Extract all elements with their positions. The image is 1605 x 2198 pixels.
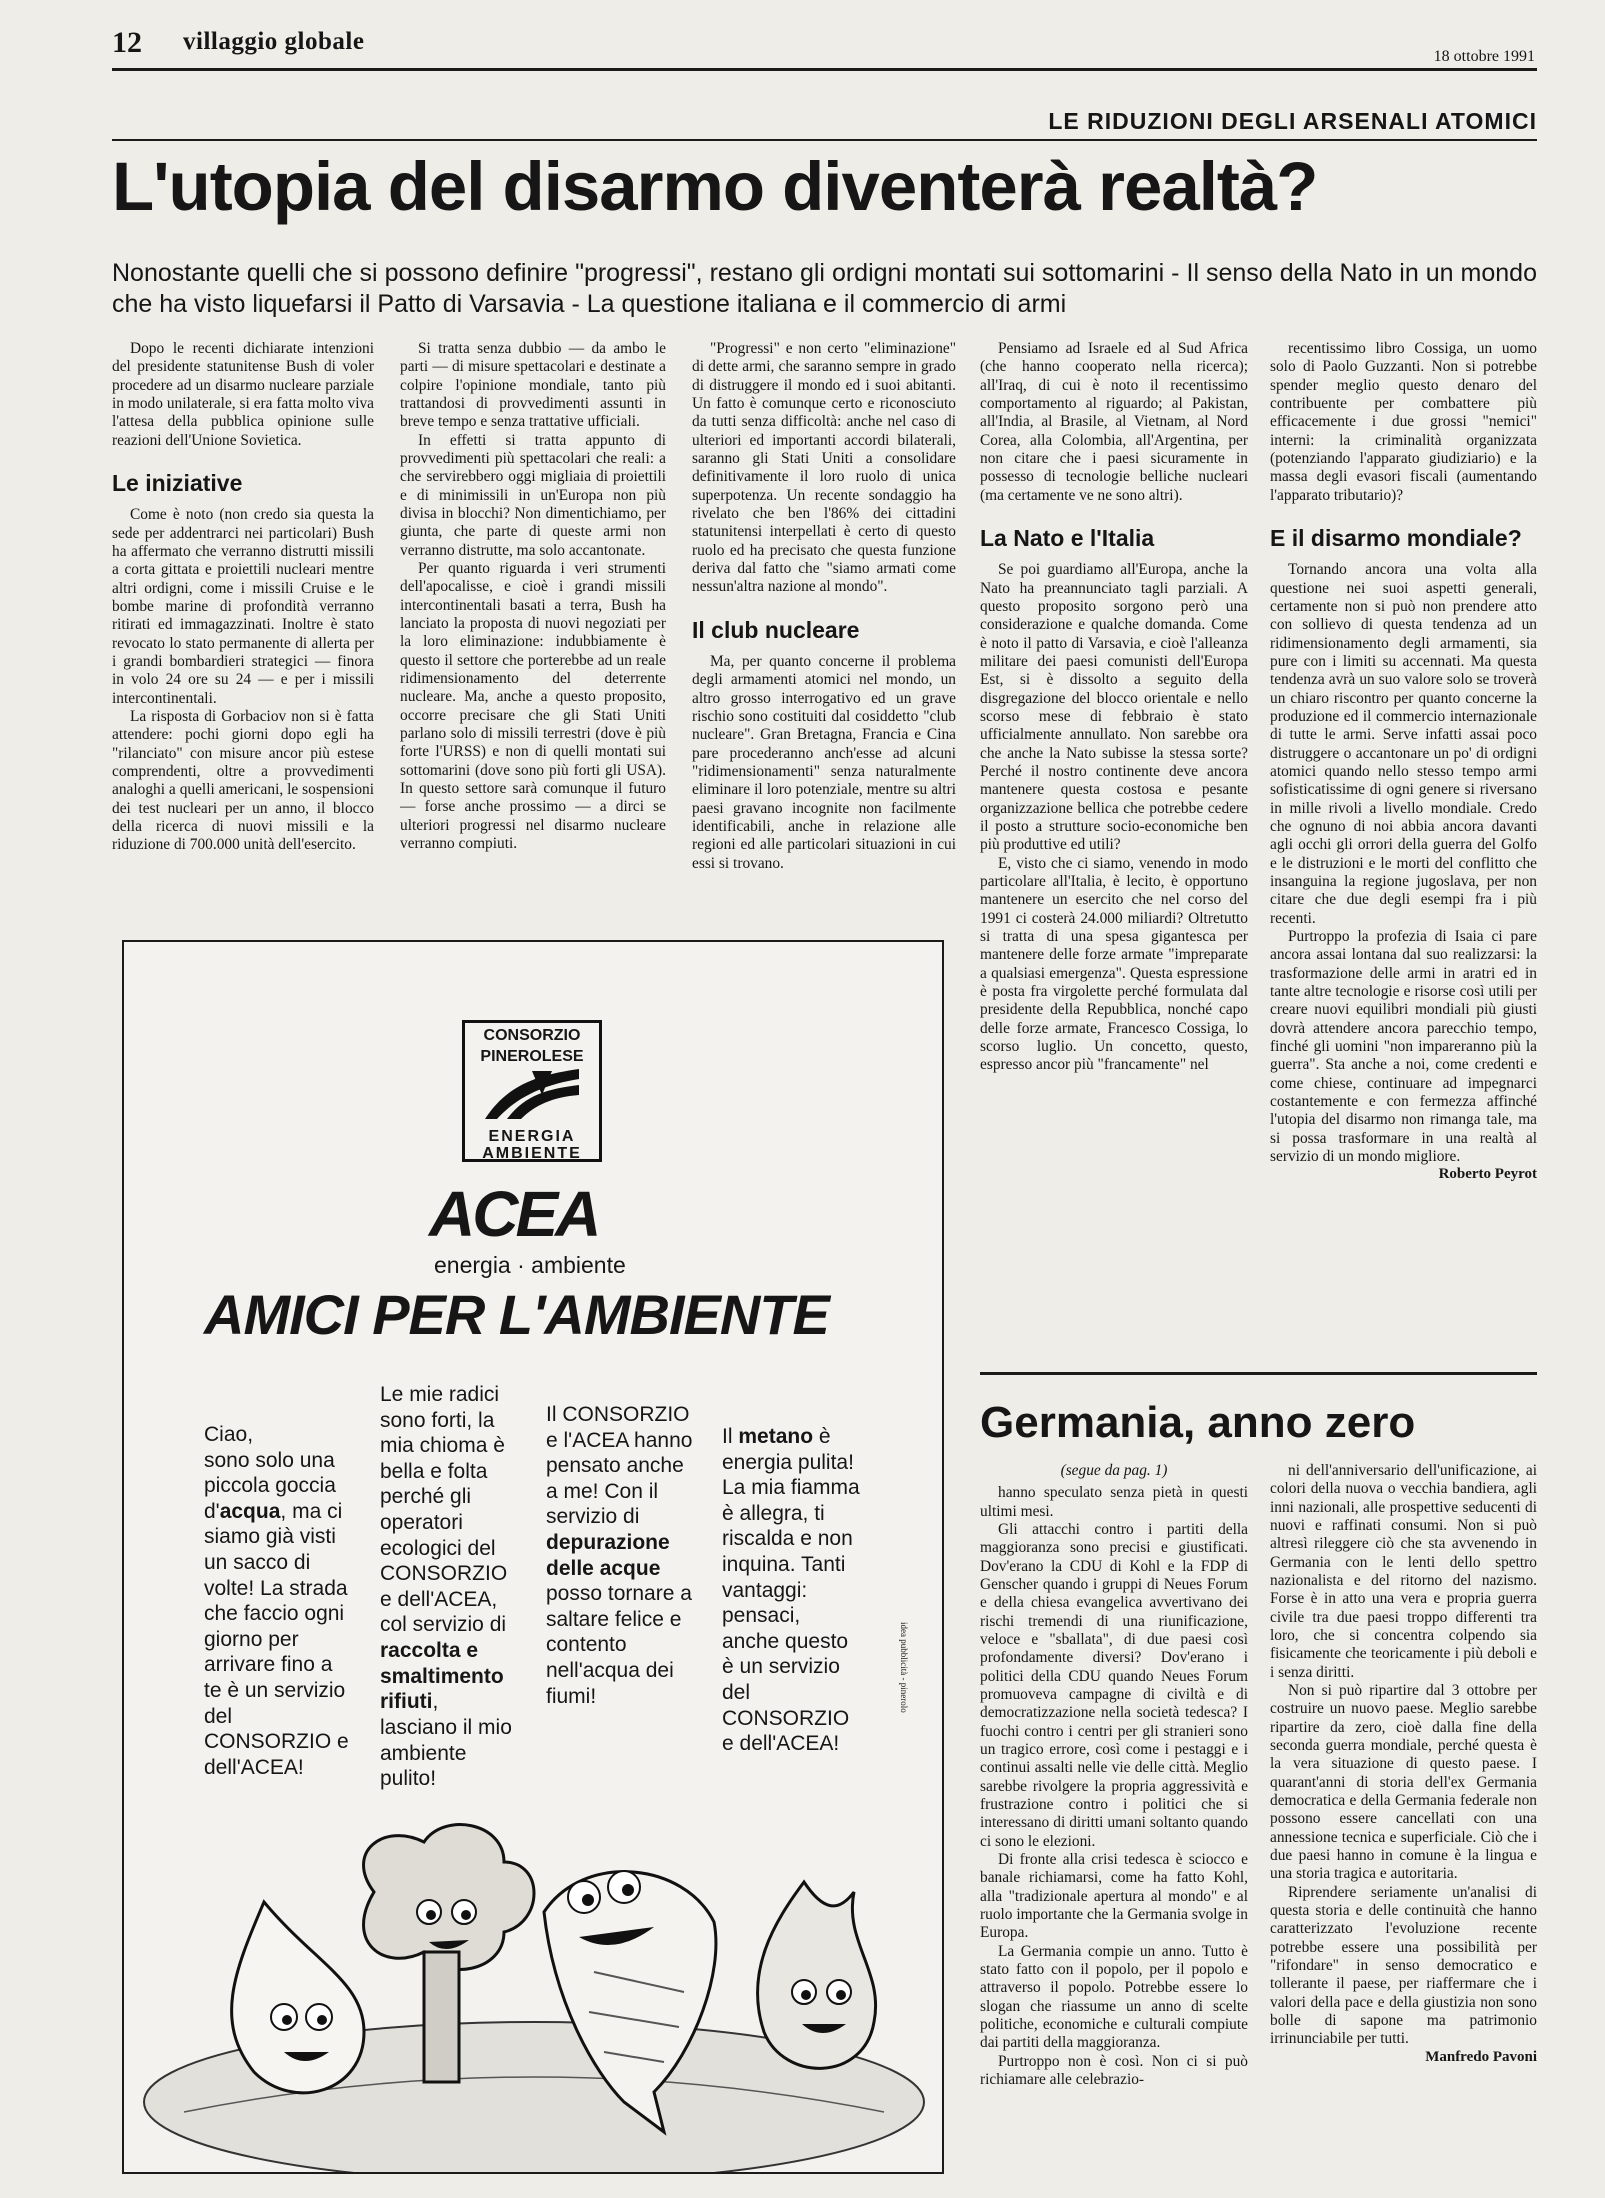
speech-bubble-tree: Le mie radici sono forti, la mia chioma è bella e folta perché gli operatori ecologici del CONSORZIO e dell'ACEA, col servizio di raccolta e smaltimento rifiuti, lasciano il mio ambiente pulito! xyxy=(380,1383,512,1791)
paragraph: Purtroppo la profezia di Isaia ci pare ancora assai lontana dal suo realizzarsi: la trasformazione delle armi in aratri ed in tante altre tecnologie e risorse così utili per creare nuovi equilibri mondiali più giusti dovrà attendere ancora parecchio tempo, finché gli uomini "non impareranno più la guerra". Sta anche a noi, come credenti e come chiese, continuare ad impegnarci costantemente e con fermezza affinché l'utopia del disarmo non rimanga tale, ma si possa trasformare in una realtà al servizio di un mondo migliore. xyxy=(1270,927,1537,1165)
logo-line-1: CONSORZIO xyxy=(483,1027,581,1044)
section-heading: E il disarmo mondiale? xyxy=(1270,524,1522,551)
article2-headline: Germania, anno zero xyxy=(980,1398,1416,1447)
article-column-4 xyxy=(980,340,1248,1365)
paragraph: Se poi guardiamo all'Europa, anche la Nato ha preannunciato tagli parziali. A questo proposito sorgono però una considerazione e qualche domanda. Come è noto il patto di Varsavia, e cioè l'alleanza militare dei paesi comunisti dell'Europa Est, si è dissolto a seguito della disgregazione del blocco orientale e nello scorso mese di febbraio è stato ufficialmente annullato. Non sarebbe ora che anche la Nato subisse la stessa sorte? Perché il nostro continente deve ancora mantenere questa costosa e pesante organizzazione bellica che potrebbe cedere il posto a strutture socio-economiche ben più produttive ed utili? xyxy=(980,561,1248,854)
article2-column-2 xyxy=(1270,1462,1537,2187)
acea-tagline: energia · ambiente xyxy=(434,1252,626,1278)
paragraph: In effetti si tratta appunto di provvedimenti più spettacolari che reali: a che servirebbero oggi migliaia di proiettili e di minimissili in un'Europa non più divisa in blocchi? Non dimentichiamo, per giunta, che parte di queste armi non verranno distrutte, ma solo accantonate. xyxy=(400,431,666,559)
publication-name: villaggio globale xyxy=(183,28,365,55)
header-rule xyxy=(112,68,1537,71)
paragraph: La Germania compie un anno. Tutto è stato fatto con il popolo, per il popolo e attraverso il popolo. Potrebbe essere lo slogan che riassume un anno di scelte politiche, economiche e culturali compiute dai partiti della maggioranza. xyxy=(980,1942,1248,2052)
article-column-2 xyxy=(400,340,666,925)
logo-line-4: AMBIENTE xyxy=(482,1145,582,1162)
paragraph: Ma, per quanto concerne il problema degli armamenti atomici nel mondo, un altro grosso interrogativo ed un grave rischio sono costituiti dal cosiddetto "club nucleare". Gran Bretagna, Francia e Cina pare procederanno anch'esse ad alcuni "ridimensionamenti" senza naturalmente eliminare il loro potenziale, mentre su altri paesi gravano incognite non facilmente identificabili, anche in relazione alle regioni ed alle particolari situazioni in cui essi si trovano. xyxy=(692,653,956,872)
paragraph: Non si può ripartire dal 3 ottobre per costruire un nuovo paese. Meglio sarebbe ripartire da zero, cioè dalla fine della seconda guerra mondiale, perché questa è la vera situazione di questo paese. I quarant'anni di storia dell'ex Germania democratica e della Germania federale non possono essere cancellati con una annessione tecnica e superficiale. Ciò che i due paesi hanno in comune è la lingua e una storia tragica e autoritaria. xyxy=(1270,1681,1537,1883)
author-signature: Roberto Peyrot xyxy=(1438,1166,1537,1183)
paragraph: Per quanto riguarda i veri strumenti dell'apocalisse, e cioè i grandi missili intercontinentali basati a terra, Bush ha lanciato la proposta di nuovi negoziati per la loro eliminazione: indubbiamente è questo il settore che porterebbe ad un reale ridimensionamento del deterrente nucleare. Ma, anche a questo proposito, occorre precisare che gli Stati Uniti parlano solo di missili terrestri (dove è più forte l'URSS) e non di quelli montati sui sottomarini (dove sono più forti gli USA). In questo settore sarà comunque il futuro — forse anche prossimo — a dirci se ulteriori progressi nel disarmo nucleare verranno compiuti. xyxy=(400,559,666,852)
paragraph: Tornando ancora una volta alla questione nei suoi aspetti generali, certamente non si può non prendere atto con sollievo di questa tendenza ad un ridimensionamento degli armamenti, sia pure con i limiti su accennati. Ma questa tendenza avrà un suo valore solo se troverà un chiaro riscontro per quanto concerne la produzione ed il commercio internazionale di tutte le armi. Serve infatti assai poco distruggere o accantonare un po' di ordigni atomici quando nello stesso tempo armi sofisticatissime di ogni genere si riversano in mille rivoli a livello mondiale. Credo che ognuno di noi abbia ancora davanti agli occhi gli orrori della guerra del Golfo e le distruzioni e le morti del conflitto che insanguina la regione jugoslava, per non citare che due degli esempi fra i più recenti. xyxy=(1270,561,1537,927)
paragraph: Gli attacchi contro i partiti della maggioranza sono precisi e giustificati. Dov'erano la CDU di Kohl e la FDP di Genscher quando i gruppi di Neues Forum e della chiesa evangelica avvertivano dei rischi tremendi di una riunificazione, veloce e "sballata", di due paesi così profondamente diversi? Dov'erano i politici della CDU quando Neues Forum promuoveva campagne di civiltà e di democratizzazione nella società tedesca? I fuochi contro i centri per gli stranieri sono un tragico errore, così come i pestaggi e i continui assalti nelle vie delle città. Meglio sarebbe rivolgere la propria aggressività e frustrazione contro i politici che si interessano di diritti umani soltanto quando ci sono le elezioni. xyxy=(980,1520,1248,1850)
article2-column-1 xyxy=(980,1462,1248,2187)
paragraph: Purtroppo non è così. Non ci si può richiamare alle celebrazio- xyxy=(980,2052,1248,2088)
issue-date: 18 ottobre 1991 xyxy=(1433,48,1535,65)
speech-bubble-flame: Il metano è energia pulita! La mia fiamma è allegra, ti riscalda e non inquina. Tanti vantaggi: pensaci, anche questo è un servizio del CONSORZIO e dell'ACEA! xyxy=(722,1425,860,1756)
ad-slogan: AMICI PER L'AMBIENTE xyxy=(204,1283,829,1346)
consorzio-logo xyxy=(462,1020,602,1162)
section-heading: Le iniziative xyxy=(112,469,243,496)
article-column-1 xyxy=(112,340,374,925)
page-number: 12 xyxy=(112,26,142,59)
article-headline: L'utopia del disarmo diventerà realtà? xyxy=(112,148,1318,225)
speech-bubble-fish: Il CONSORZIO e l'ACEA hanno pensato anche a me! Con il servizio di depurazione delle acque posso tornare a saltare felice e contento nell'acqua dei fiumi! xyxy=(546,1403,693,1708)
paragraph: ni dell'anniversario dell'unificazione, ai colori della nuova o vecchia bandiera, agli inni nazionali, alle prospettive seducenti di nuovi e raffinati consumi. Non si può altresì rileggere ciò che sta avvenendo in Germania con le lenti dello spettro nazionalista e del ritorno del nazismo. Forse è in atto una vera e propria guerra civile tra due paesi troppo differenti tra loro, che si concentra colpendo sia fisicamente che teoricamente i più deboli e i senza diritti. xyxy=(1270,1462,1537,1681)
speech-bubble-water: Ciao, sono solo una piccola goccia d'acqua, ma ci siamo già visti un sacco di volte! La strada che faccio ogni giorno per arrivare fino a te è un servizio del CONSORZIO e dell'ACEA! xyxy=(204,1423,349,1779)
ad-credit: idea pubblicità - pinerolo xyxy=(899,1622,909,1713)
paragraph: hanno speculato senza pietà in questi ultimi mesi. xyxy=(980,1484,1248,1520)
paragraph: E, visto che ci siamo, venendo in modo particolare all'Italia, è lecito, è opportuno mantenere un esercito che nel corso del 1991 ci costerà 24.000 miliardi? Oltretutto si tratta di una spesa gigantesca per mantenere delle forze armate "impreparate a qualsiasi emergenza". Questa espressione è posta fra virgolette perché formulata dal presidente della Repubblica, nonché capo delle forze armate, Francesco Cossiga, lo scorso luglio. Un concetto, questo, espresso ancor più "francamente" nel xyxy=(980,854,1248,1074)
paragraph: Pensiamo ad Israele ed al Sud Africa (che hanno cooperato nella ricerca); all'Iraq, di cui è noto il recentissimo comportamento al riguardo; al Pakistan, all'India, al Brasile, al Vietnam, al Nord Corea, alla Colombia, all'Argentina, per non citare che i paesi sicuramente in possesso di tecnologie belliche nucleari (ma certamente ve ne sono altri). xyxy=(980,340,1248,504)
logo-line-3: ENERGIA xyxy=(488,1128,576,1145)
article-column-5 xyxy=(1270,340,1537,1365)
consorzio-emblem-icon xyxy=(477,1065,587,1123)
section-heading: La Nato e l'Italia xyxy=(980,524,1155,551)
section-kicker: LE RIDUZIONI DEGLI ARSENALI ATOMICI xyxy=(1048,108,1537,134)
paragraph: recentissimo libro Cossiga, un uomo solo di Paolo Guzzanti. Non si potrebbe spender meglio questo denaro del contribuente per combattere più efficacemente i due grossi "nemici" interni: la criminalità organizzata (potenziando l'apparato giudiziario) e la massa degli evasori fiscali (aumentando l'apparato tributario)? xyxy=(1270,340,1537,504)
paragraph: Come è noto (non credo sia questa la sede per addentrarci nei particolari) Bush ha affermato che verranno distrutti missili a corta gittata e proiettili nucleari mentre altri ordigni, come i missili Cruise e le bombe marine di profondità verranno ritirati ed immagazzinati. Inoltre è stato revocato lo stato permanente di allerta per i grandi bombardieri strategici — finora in volo 24 ore su 24 — e per i missili intercontinentali. xyxy=(112,506,374,707)
author-signature: Manfredo Pavoni xyxy=(1425,2048,1537,2065)
paragraph: Si tratta senza dubbio — da ambo le parti — di misure spettacolari e destinate a colpire l'opinione mondiale, tanto più trattandosi di provvedimenti assunti in breve tempo e senza trattative ufficiali. xyxy=(400,340,666,431)
paragraph: Di fronte alla crisi tedesca è sciocco e banale richiamarsi, come ha fatto Kohl, alla "tradizionale apertura al mondo" e al ruolo importante che la Germania svolge in Europa. xyxy=(980,1850,1248,1942)
article-column-3 xyxy=(692,340,956,925)
section-heading: Il club nucleare xyxy=(692,616,860,643)
advertisement xyxy=(122,940,944,2174)
logo-line-2: PINEROLESE xyxy=(480,1048,584,1065)
paragraph: Riprendere seriamente un'analisi di questa storia e delle continuità che hanno caratterizzato l'evoluzione recente potrebbe essere una possibilità per "rifondare" in senso democratico e tollerante il paese, per riaffermare che i valori della pace e della giustizia non sono bolle di sapone ma patrimonio irrinunciabile per tutti. xyxy=(1270,1883,1537,2048)
acea-logo: ACEA xyxy=(429,1178,599,1250)
article2-top-rule xyxy=(980,1372,1537,1375)
paragraph: La risposta di Gorbaciov non si è fatta attendere: pochi giorni dopo egli ha "rilanciato" con misure ancor più estese comprendenti, oltre a provvedimenti analoghi a quelli americani, le sospensioni dei test nucleari per un anno, il blocco della ricerca di nuovi missili e la riduzione di 700.000 unità dell'esercito. xyxy=(112,708,374,854)
paragraph: Dopo le recenti dichiarate intenzioni del presidente statunitense Bush di voler procedere ad un disarmo nucleare parziale in modo unilaterale, si era fatta molto viva l'attesa della pubblica opinione sulle reazioni dell'Unione Sovietica. xyxy=(112,340,374,449)
paragraph: "Progressi" e non certo "eliminazione" di dette armi, che saranno sempre in grado di distruggere il mondo ed i suoi abitanti. Un fatto è comunque certo e riconosciuto da tutti senza difficoltà: anche nel caso di ulteriori ed importanti accordi bilaterali, saranno gli Stati Uniti a consolidare definitivamente il loro ruolo di unica superpotenza. Un recente sondaggio ha rivelato che ben l'86% dei cittadini statunitensi interpellati è certo di questo ruolo ed ha precisato che questa funzione deriva dal fatto che "siamo armati come nessun'altra nazione al mondo". xyxy=(692,340,956,596)
kicker-rule xyxy=(112,139,1537,141)
cartoon-characters-icon xyxy=(124,1772,942,2172)
article-subheadline: Nonostante quelli che si possono definire "progressi", restano gli ordigni montati sui sottomarini - Il senso della Nato in un mondo che ha visto liquefarsi il Patto di Varsavia - La questione italiana e il commercio di armi xyxy=(112,259,1537,318)
continuation-note: (segue da pag. 1) xyxy=(1060,1462,1168,1479)
